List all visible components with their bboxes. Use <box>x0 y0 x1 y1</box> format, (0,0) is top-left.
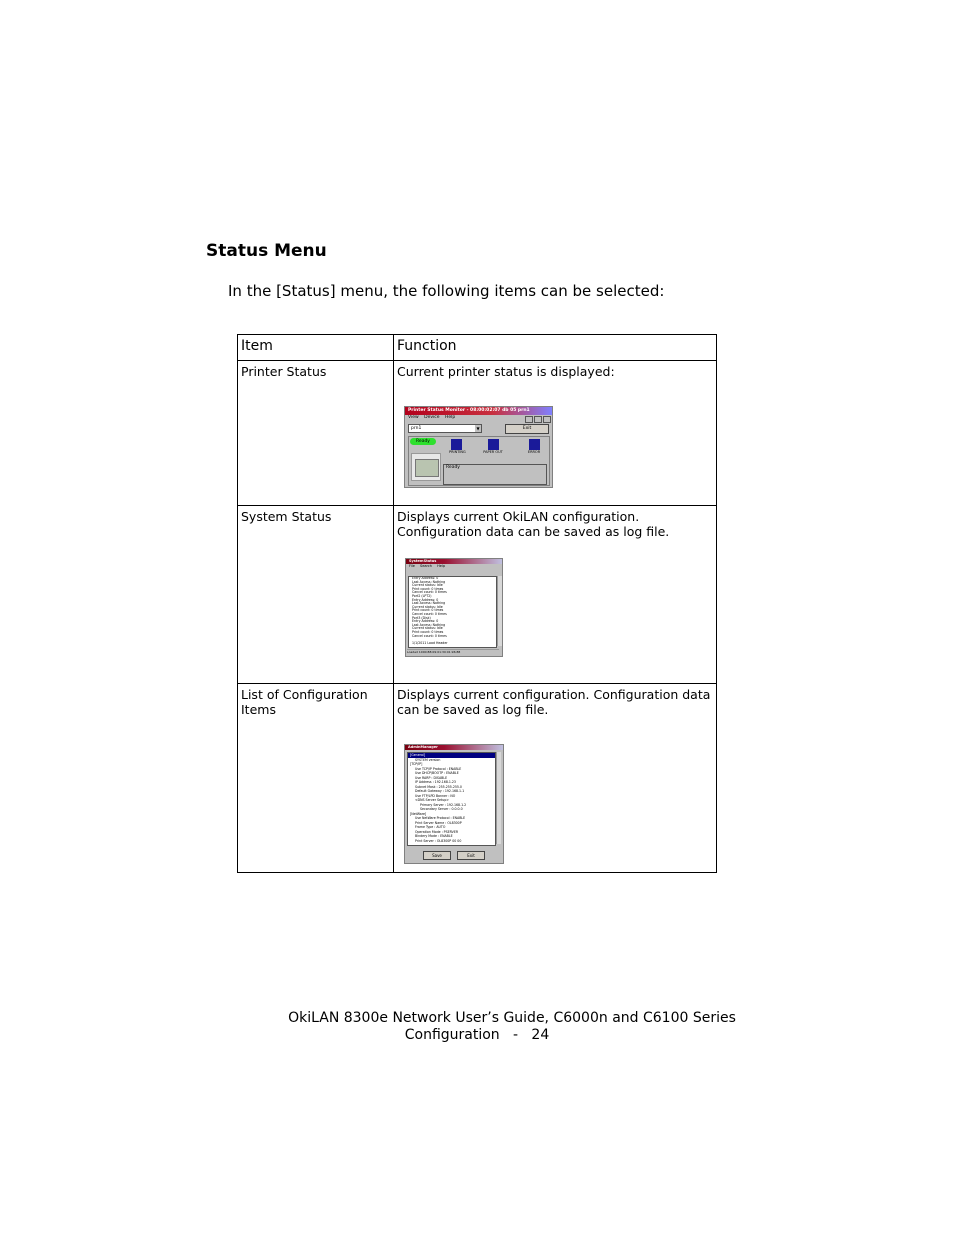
status-icon-paper-out: PAPER OUT <box>483 439 503 455</box>
header-function: Function <box>397 338 457 354</box>
status-icon-printing: PRINTING <box>449 439 463 455</box>
window-title: SystemStatus <box>409 559 437 563</box>
status-menu-table <box>237 334 717 873</box>
window-title: AdminManager <box>408 745 438 749</box>
window-title-bar <box>405 407 552 415</box>
exit-button: Exit <box>457 851 485 860</box>
header-item: Item <box>241 338 273 354</box>
table-row <box>238 684 717 873</box>
menu-view: View <box>408 415 419 420</box>
configuration-list: [General] SYSTEM version [TCP/IP] Use TCP/IP Protocol : ENABLE Use DHCP/BOOTP : ENABLE Use RARP : DISABLE IP Address : 192.168.1.23 Subnet Mask : 255.255.255.0 Default Gateway : 192.168.1.1 Use FTP/LPD Banner : NO <DNS Server Setup> Primary Server : 192.168.1.2 Secondary Server : 0.0.0.0 [NetWare] Use NetWare Protocol : ENABLE Print Server Name : OL8300P Frame Type : AUTO Operation Mode : PSERVER Bindery Mode : ENABLE Print Server : OL8300P 00 00 <box>407 752 496 846</box>
ready-badge: Ready <box>410 438 436 445</box>
section-heading: Status Menu <box>206 241 327 261</box>
table-header-row <box>238 335 717 361</box>
printer-icon <box>451 439 462 450</box>
chevron-down-icon: ▼ <box>476 426 480 431</box>
menu-help: Help <box>444 415 456 420</box>
table-row <box>238 506 717 684</box>
item-printer-status: Printer Status <box>241 364 327 379</box>
printer-image <box>411 453 441 481</box>
intro-paragraph: In the [Status] menu, the following items can be selected: <box>228 282 665 300</box>
function-printer-status: Current printer status is displayed: <box>397 364 615 379</box>
vertical-scrollbar <box>496 752 501 844</box>
status-log-list: Entry Address: 0 Last Access: Nothing Current status: Idle Print count: 0 times Cancel count: 0 times Port2 (LPT2) Entry Address: 0 Last Access: Nothing Current status: Idle Print count: 0 times Cancel count: 0 times Port3 (Disk) Entry Address: 0 Last Access: Nothing Current status: Idle Print count: 0 times Cancel count: 0 times 1/1/2011 Load Header <box>408 576 497 648</box>
window-title: Printer Status Monitor - 08:00:02:07 db 05 prn1 <box>408 408 530 413</box>
window-title-bar <box>406 559 502 564</box>
status-message-box: Ready <box>443 464 547 485</box>
configuration-window-screenshot <box>404 744 504 864</box>
monitor-icon <box>529 439 540 450</box>
printer-select: prn1 ▼ <box>408 424 482 433</box>
vertical-scrollbar <box>497 576 502 646</box>
status-bar: Loaded 1000:88:09:01:30:01:96:88 <box>407 649 499 655</box>
function-configuration-list: Displays current configuration. Configuration data can be saved as log file. <box>397 687 711 717</box>
printer-status-window-screenshot <box>404 406 553 488</box>
footer-guide-title: OkiLAN 8300e Network User’s Guide, C6000n and C6100 Series <box>288 1010 736 1026</box>
window-menubar: File Search Help <box>409 564 446 568</box>
window-toolbar <box>406 568 502 574</box>
menu-device: Device <box>424 415 440 420</box>
table-row <box>238 361 717 506</box>
footer-page-number: Configuration - 24 <box>404 1027 550 1043</box>
function-system-status: Displays current OkiLAN configuration. Configuration data can be saved as log file. <box>397 509 670 539</box>
item-configuration-list: List of Configuration Items <box>241 687 368 717</box>
exit-button: Exit <box>505 424 549 434</box>
save-button: Save <box>423 851 451 860</box>
status-panel <box>408 436 550 486</box>
status-icon-error: ERROR <box>527 439 541 455</box>
system-status-window-screenshot <box>405 558 503 657</box>
item-system-status: System Status <box>241 509 332 524</box>
window-title-bar <box>405 745 503 750</box>
paper-icon <box>488 439 499 450</box>
